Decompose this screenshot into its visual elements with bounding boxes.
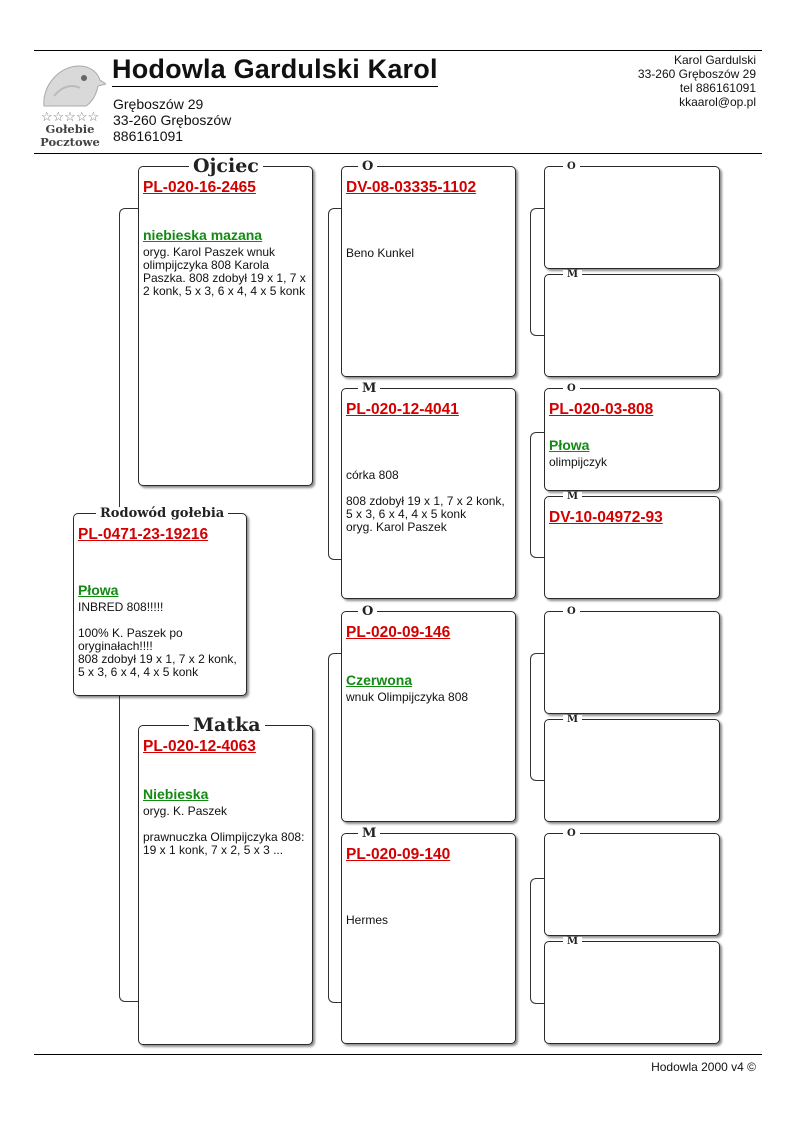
connector-fm: [530, 432, 545, 558]
contact-name: Karol Gardulski: [673, 53, 756, 67]
mother-color: Niebieska: [143, 786, 209, 802]
mother-heading: Matka: [189, 716, 265, 735]
fm-heading: M: [358, 382, 380, 395]
mm-ring: PL-020-09-140: [346, 846, 451, 863]
father-color: niebieska mazana: [143, 227, 263, 243]
fff-heading: O: [563, 162, 580, 172]
subject-ring: PL-0471-23-19216: [78, 526, 209, 543]
top-rule: [34, 50, 762, 51]
mf-box: [341, 604, 516, 822]
subject-box: [73, 506, 247, 696]
connector-mf: [530, 653, 545, 781]
fmf-color: Płowa: [549, 437, 590, 453]
mf-ring: PL-020-09-146: [346, 624, 451, 641]
connector-ff: [530, 208, 545, 336]
father-ring: PL-020-16-2465: [143, 179, 256, 196]
logo-text-1: Gołebie: [45, 122, 95, 136]
mf-color: Czerwona: [346, 672, 413, 688]
mff-heading: O: [563, 607, 580, 617]
ff-desc: Beno Kunkel: [346, 246, 415, 260]
mother-desc: oryg. K. Paszek prawnuczka Olimpijczyka 808: 19 x 1 konk, 7 x 2, 5 x 3 ...: [143, 804, 305, 857]
subject-color: Płowa: [78, 582, 119, 598]
fmm-ring: DV-10-04972-93: [549, 509, 663, 526]
ffm-heading: M: [563, 270, 582, 280]
ffm-box: [544, 269, 720, 377]
phone-number: 886161091: [113, 128, 184, 144]
father-box: [138, 155, 313, 486]
mother-box: [138, 714, 313, 1045]
mmf-box: [544, 828, 720, 936]
fff-box: [544, 161, 720, 269]
logo-text-2: Pocztowe: [40, 135, 100, 149]
fm-ring: PL-020-12-4041: [346, 401, 459, 418]
page-title: Hodowla Gardulski Karol: [112, 54, 438, 87]
ff-box: [341, 159, 516, 377]
footer-rule: [34, 1054, 762, 1055]
contact-block: [638, 53, 756, 109]
mm-box: [341, 826, 516, 1044]
mm-heading: M: [358, 827, 380, 840]
fmf-box: [544, 383, 720, 491]
header-bottom-rule: [34, 153, 762, 154]
ff-ring: DV-08-03335-1102: [346, 179, 477, 196]
mfm-heading: M: [563, 715, 582, 725]
mm-desc: Hermes: [346, 913, 389, 927]
mmm-box: [544, 936, 720, 1044]
mfm-box: [544, 714, 720, 822]
connector-mm: [530, 878, 545, 1004]
breeder-address: [113, 96, 231, 144]
mmf-heading: O: [563, 829, 580, 839]
father-desc: oryg. Karol Paszek wnuk olimpijczyka 808 Karola Paszka. 808 zdobył 19 x 1, 7 x 2 konk, 5 x 3, 6 x 4, 4 x 5 konk: [143, 245, 306, 298]
mmm-heading: M: [563, 937, 582, 947]
connector-father: [328, 208, 342, 560]
ff-heading: O: [358, 160, 377, 173]
contact-email: kkaarol@op.pl: [679, 95, 756, 109]
subject-heading: Rodowód gołebia: [96, 507, 228, 520]
address-line-1: Gręboszów 29: [113, 96, 204, 112]
subject-desc: INBRED 808!!!!! 100% K. Paszek po oryginałach!!!! 808 zdobył 19 x 1, 7 x 2 konk, 5 x 3, 6 x 4, 4 x 5 konk: [78, 600, 237, 679]
fmm-box: [544, 491, 720, 599]
footer-credit: Hodowla 2000 v4 ©: [651, 1060, 756, 1074]
fmf-heading: O: [563, 384, 580, 394]
fmm-heading: M: [563, 492, 582, 502]
connector-mother: [328, 653, 342, 1003]
fm-box: [341, 381, 516, 599]
contact-tel: tel 886161091: [679, 81, 756, 95]
pigeon-logo: [34, 56, 106, 148]
mff-box: [544, 606, 720, 714]
address-line-2: 33-260 Gręboszów: [113, 112, 232, 128]
contact-address: 33-260 Gręboszów 29: [637, 67, 756, 81]
fmf-ring: PL-020-03-808: [549, 401, 654, 418]
mf-heading: O: [358, 605, 377, 618]
fm-desc: córka 808 808 zdobył 19 x 1, 7 x 2 konk, 5 x 3, 6 x 4, 4 x 5 konk oryg. Karol Paszek: [346, 468, 505, 534]
mf-desc: wnuk Olimpijczyka 808: [346, 690, 469, 704]
father-heading: Ojciec: [189, 157, 263, 176]
svg-text:☆☆☆☆☆: ☆☆☆☆☆: [40, 110, 100, 125]
fmf-desc: olimpijczyk: [549, 455, 608, 469]
mother-ring: PL-020-12-4063: [143, 738, 256, 755]
